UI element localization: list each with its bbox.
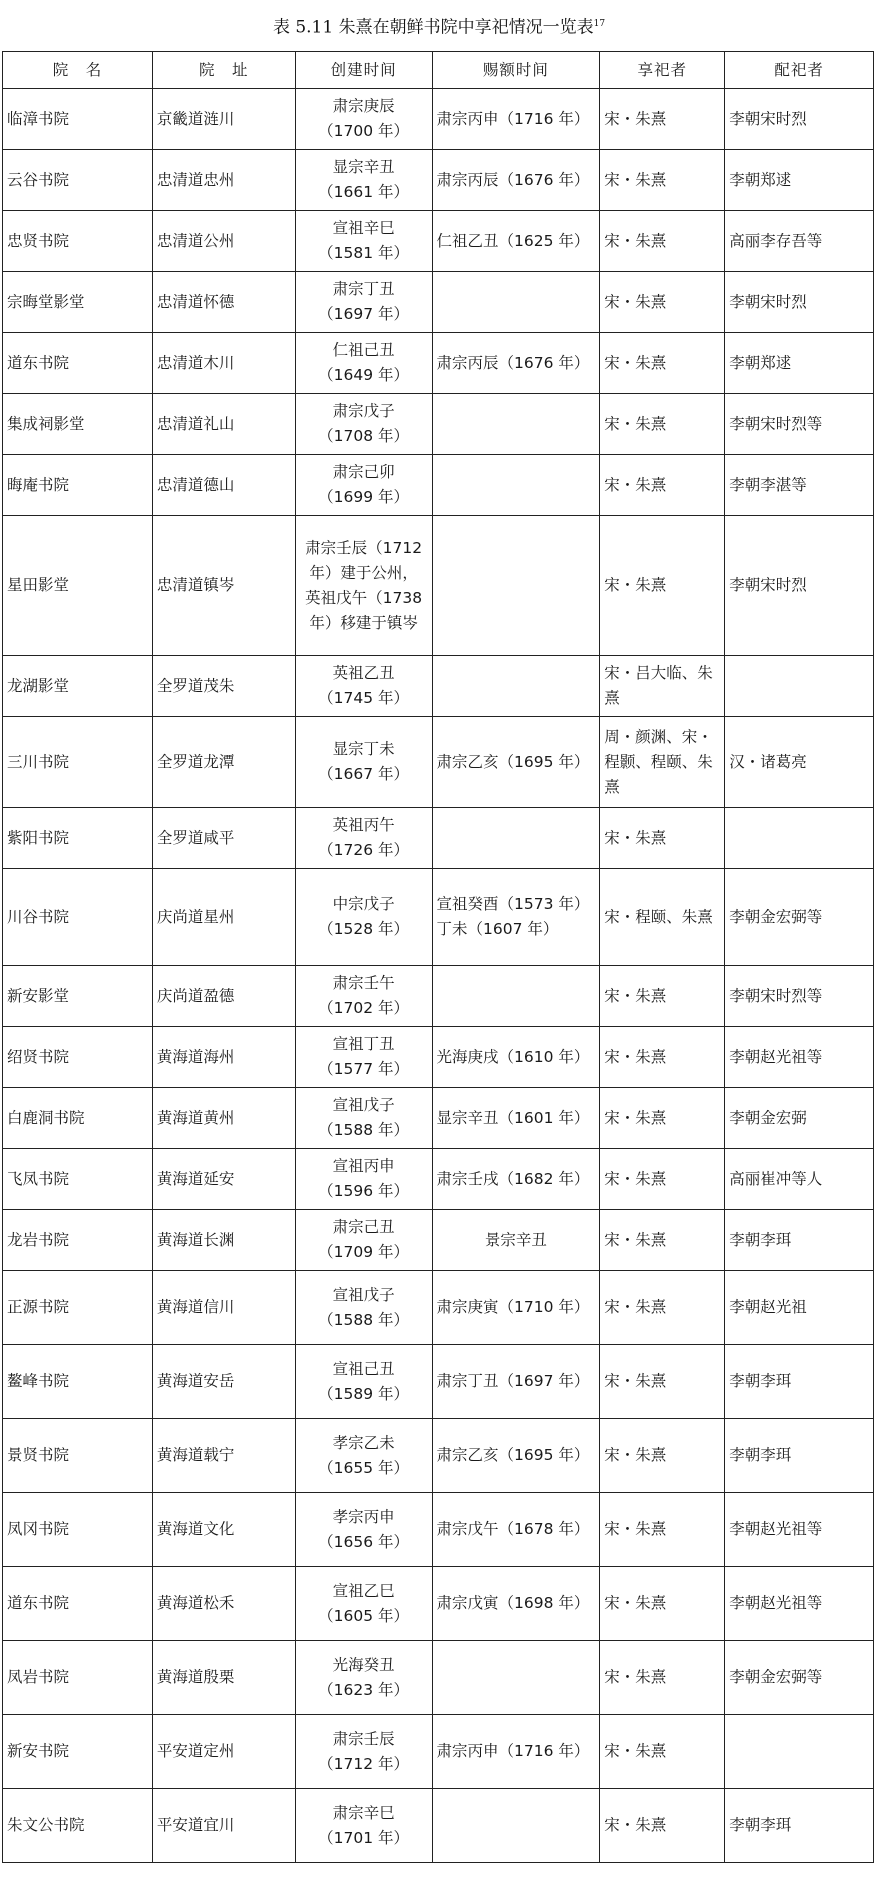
founded-line: （1661 年） [318,183,410,201]
co-enshrined-cell: 李朝赵光祖等 [725,1027,874,1088]
founded-cell [295,966,432,1027]
founded-line: （1697 年） [318,305,410,323]
academy-site-cell: 黄海道长渊 [152,1210,295,1271]
academy-site-cell: 黄海道信川 [152,1271,295,1345]
founded-line: （1605 年） [318,1606,410,1625]
academy-name-cell: 景贤书院 [3,1419,153,1493]
co-enshrined-cell: 李朝赵光祖 [725,1271,874,1345]
academy-site-cell: 忠清道德山 [152,455,295,516]
table-row [3,1641,874,1715]
enshrined-cell: 宋・朱熹 [600,1493,725,1567]
table-row [3,966,874,1027]
founded-line: （1700 年） [318,122,410,140]
founded-line: （1577 年） [318,1060,410,1078]
table-caption [0,12,878,40]
founded-cell [295,1493,432,1567]
enshrined-cell: 宋・朱熹 [600,1210,725,1271]
academy-name-cell: 凤岩书院 [3,1641,153,1715]
academy-name-cell: 道东书院 [3,333,153,394]
founded-cell [295,1088,432,1149]
co-enshrined-cell: 李朝李珥 [725,1419,874,1493]
granted-cell: 肃宗壬戌（1682 年） [432,1149,600,1210]
founded-cell [295,333,432,394]
granted-cell [432,394,600,455]
granted-cell [432,966,600,1027]
founded-cell [295,1149,432,1210]
co-enshrined-cell: 李朝赵光祖等 [725,1567,874,1641]
founded-cell [295,150,432,211]
granted-cell: 光海庚戌（1610 年） [432,1027,600,1088]
enshrined-cell: 宋・朱熹 [600,455,725,516]
academy-site-cell: 黄海道松禾 [152,1567,295,1641]
founded-cell [295,656,432,717]
co-enshrined-cell: 高丽李存吾等 [725,211,874,272]
granted-cell: 肃宗丙辰（1676 年） [432,150,600,211]
founded-line: 宣祖戊子 [332,1096,395,1114]
founded-line: （1701 年） [318,1828,410,1847]
academy-site-cell: 忠清道镇岑 [152,516,295,656]
enshrined-cell: 宋・朱熹 [600,333,725,394]
co-enshrined-cell: 李朝宋时烈 [725,272,874,333]
table-row [3,717,874,808]
enshrined-cell: 宋・朱熹 [600,211,725,272]
founded-line: 肃宗壬午 [332,974,395,992]
granted-cell: 肃宗丁丑（1697 年） [432,1345,600,1419]
table-row [3,1345,874,1419]
founded-cell [295,808,432,869]
enshrined-cell: 宋・朱熹 [600,808,725,869]
academy-name-cell: 鳌峰书院 [3,1345,153,1419]
founded-line: 显宗丁未 [332,740,395,758]
enshrined-cell: 宋・朱熹 [600,1789,725,1863]
founded-line: （1726 年） [318,841,410,859]
founded-line: 年）建于公州， [309,563,418,582]
founded-line: （1702 年） [318,999,410,1017]
academy-site-cell: 全罗道龙潭 [152,717,295,808]
enshrined-cell: 宋・朱熹 [600,1567,725,1641]
founded-line: 中宗戊子 [332,895,395,913]
table-row [3,1210,874,1271]
co-enshrined-cell: 李朝宋时烈 [725,89,874,150]
founded-line: （1655 年） [318,1458,410,1477]
founded-line: 英祖丙午 [332,816,395,834]
academy-site-cell: 庆尚道盈德 [152,966,295,1027]
founded-line: 宣祖己丑 [332,1359,395,1378]
academy-site-cell: 黄海道延安 [152,1149,295,1210]
founded-line: （1745 年） [318,689,410,707]
co-enshrined-cell: 李朝李珥 [725,1345,874,1419]
founded-cell [295,1567,432,1641]
academy-name-cell: 绍贤书院 [3,1027,153,1088]
granted-cell [432,1641,600,1715]
table-row [3,150,874,211]
founded-line: 年）移建于镇岑 [309,613,418,632]
co-enshrined-cell: 李朝郑逑 [725,150,874,211]
academy-site-cell: 全罗道咸平 [152,808,295,869]
co-enshrined-cell: 李朝宋时烈等 [725,966,874,1027]
founded-line: 宣祖戊子 [332,1285,395,1304]
founded-line: 肃宗庚辰 [332,97,395,115]
header-enshrined: 享祀者 [600,52,725,89]
header-site: 院 址 [152,52,295,89]
academy-name-cell: 紫阳书院 [3,808,153,869]
founded-line: （1596 年） [318,1182,410,1200]
granted-cell: 显宗辛丑（1601 年） [432,1088,600,1149]
academy-site-cell: 忠清道忠州 [152,150,295,211]
academy-name-cell: 三川书院 [3,717,153,808]
academy-name-cell: 飞凤书院 [3,1149,153,1210]
academy-site-cell: 黄海道海州 [152,1027,295,1088]
table-row [3,1088,874,1149]
academy-name-cell: 道东书院 [3,1567,153,1641]
table-row [3,272,874,333]
granted-cell: 肃宗丙辰（1676 年） [432,333,600,394]
founded-line: （1588 年） [318,1310,410,1329]
founded-cell [295,516,432,656]
academy-site-cell: 黄海道殷栗 [152,1641,295,1715]
table-row [3,869,874,966]
co-enshrined-cell: 李朝金宏弼 [725,1088,874,1149]
founded-line: 宣祖乙巳 [332,1581,395,1600]
academy-name-cell: 集成祠影堂 [3,394,153,455]
table-row [3,1271,874,1345]
founded-line: （1589 年） [318,1384,410,1403]
academy-table [2,51,874,1863]
enshrined-cell: 宋・朱熹 [600,1345,725,1419]
enshrined-cell: 宋・朱熹 [600,1641,725,1715]
enshrined-cell: 宋・朱熹 [600,394,725,455]
founded-line: （1712 年） [318,1754,410,1773]
granted-cell: 肃宗丙申（1716 年） [432,89,600,150]
enshrined-cell: 宋・朱熹 [600,1715,725,1789]
founded-cell [295,89,432,150]
co-enshrined-cell: 李朝金宏弼等 [725,869,874,966]
enshrined-cell: 宋・朱熹 [600,89,725,150]
founded-cell [295,1715,432,1789]
co-enshrined-cell: 高丽崔冲等人 [725,1149,874,1210]
academy-site-cell: 忠清道礼山 [152,394,295,455]
header-co-enshrined: 配祀者 [725,52,874,89]
table-row [3,808,874,869]
academy-name-cell: 晦庵书院 [3,455,153,516]
academy-site-cell: 平安道宜川 [152,1789,295,1863]
header-granted: 赐额时间 [432,52,600,89]
founded-line: 光海癸丑 [332,1655,395,1674]
table-row [3,656,874,717]
enshrined-cell: 宋・朱熹 [600,1027,725,1088]
table-row [3,455,874,516]
founded-line: （1656 年） [318,1532,410,1551]
enshrined-cell: 宋・吕大临、朱熹 [600,656,725,717]
table-row [3,333,874,394]
enshrined-cell: 宋・朱熹 [600,1149,725,1210]
granted-cell: 肃宗乙亥（1695 年） [432,717,600,808]
header-row [3,52,874,89]
founded-cell [295,1419,432,1493]
academy-site-cell: 忠清道公州 [152,211,295,272]
table-row [3,1419,874,1493]
founded-cell [295,455,432,516]
table-row [3,516,874,656]
enshrined-cell: 宋・朱熹 [600,1271,725,1345]
table-row [3,1149,874,1210]
academy-site-cell: 黄海道黄州 [152,1088,295,1149]
academy-name-cell: 凤冈书院 [3,1493,153,1567]
granted-cell: 肃宗乙亥（1695 年） [432,1419,600,1493]
table-row [3,394,874,455]
academy-name-cell: 宗晦堂影堂 [3,272,153,333]
founded-line: 肃宗戊子 [332,402,395,420]
granted-cell: 肃宗丙申（1716 年） [432,1715,600,1789]
academy-name-cell: 新安书院 [3,1715,153,1789]
enshrined-cell: 宋・朱熹 [600,272,725,333]
table-row [3,1027,874,1088]
founded-line: （1699 年） [318,488,410,506]
academy-site-cell: 忠清道木川 [152,333,295,394]
academy-site-cell: 黄海道载宁 [152,1419,295,1493]
founded-line: 显宗辛丑 [332,158,395,176]
academy-name-cell: 龙湖影堂 [3,656,153,717]
founded-cell [295,1210,432,1271]
granted-cell: 肃宗戊寅（1698 年） [432,1567,600,1641]
academy-site-cell: 庆尚道星州 [152,869,295,966]
founded-cell [295,1789,432,1863]
founded-line: （1667 年） [318,765,410,783]
founded-line: 仁祖己丑 [332,341,395,359]
table-row [3,89,874,150]
founded-cell [295,211,432,272]
founded-line: （1708 年） [318,427,410,445]
header-founded: 创建时间 [295,52,432,89]
granted-cell [432,1789,600,1863]
founded-line: 肃宗丁丑 [332,280,395,298]
co-enshrined-cell: 李朝赵光祖等 [725,1493,874,1567]
founded-line: （1623 年） [318,1680,410,1699]
academy-name-cell: 新安影堂 [3,966,153,1027]
table-body [3,89,874,1863]
co-enshrined-cell: 李朝宋时烈 [725,516,874,656]
founded-line: 肃宗壬辰（1712 [305,538,423,557]
granted-cell: 景宗辛丑 [432,1210,600,1271]
founded-line: （1649 年） [318,366,410,384]
founded-line: 肃宗己丑 [332,1218,395,1236]
granted-cell [432,516,600,656]
table-row [3,211,874,272]
co-enshrined-cell: 李朝金宏弼等 [725,1641,874,1715]
co-enshrined-cell: 汉・诸葛亮 [725,717,874,808]
co-enshrined-cell: 李朝李珥 [725,1789,874,1863]
founded-cell [295,869,432,966]
caption-text: 表 5.11 朱熹在朝鲜书院中享祀情况一览表 [272,17,594,38]
co-enshrined-cell [725,1715,874,1789]
co-enshrined-cell [725,808,874,869]
granted-cell: 仁祖乙丑（1625 年） [432,211,600,272]
founded-line: （1528 年） [318,920,410,938]
founded-cell [295,1641,432,1715]
enshrined-cell: 周・颜渊、宋・程颢、程颐、朱熹 [600,717,725,808]
founded-cell [295,1027,432,1088]
header-name: 院 名 [3,52,153,89]
granted-cell: 肃宗庚寅（1710 年） [432,1271,600,1345]
enshrined-cell: 宋・朱熹 [600,1419,725,1493]
academy-name-cell: 星田影堂 [3,516,153,656]
granted-cell: 宣祖癸酉（1573 年）丁未（1607 年） [432,869,600,966]
enshrined-cell: 宋・朱熹 [600,1088,725,1149]
academy-name-cell: 龙岩书院 [3,1210,153,1271]
granted-cell [432,808,600,869]
granted-cell: 肃宗戊午（1678 年） [432,1493,600,1567]
table-row [3,1715,874,1789]
table-row [3,1789,874,1863]
academy-name-cell: 云谷书院 [3,150,153,211]
founded-line: 宣祖丁丑 [332,1035,395,1053]
founded-line: 宣祖辛巳 [332,219,395,237]
founded-line: 孝宗丙申 [332,1507,395,1526]
academy-name-cell: 临漳书院 [3,89,153,150]
co-enshrined-cell: 李朝宋时烈等 [725,394,874,455]
founded-line: （1581 年） [318,244,410,262]
granted-cell [432,656,600,717]
academy-name-cell: 朱文公书院 [3,1789,153,1863]
academy-name-cell: 川谷书院 [3,869,153,966]
granted-cell [432,455,600,516]
academy-name-cell: 正源书院 [3,1271,153,1345]
table-row [3,1493,874,1567]
academy-name-cell: 白鹿洞书院 [3,1088,153,1149]
enshrined-cell: 宋・朱熹 [600,516,725,656]
founded-line: （1588 年） [318,1121,410,1139]
founded-cell [295,1345,432,1419]
founded-line: 英祖乙丑 [332,664,395,682]
co-enshrined-cell: 李朝郑逑 [725,333,874,394]
academy-site-cell: 京畿道涟川 [152,89,295,150]
enshrined-cell: 宋・朱熹 [600,966,725,1027]
founded-line: 孝宗乙未 [332,1433,395,1452]
founded-line: 宣祖丙申 [332,1157,395,1175]
founded-line: 肃宗己卯 [332,463,395,481]
granted-cell [432,272,600,333]
academy-site-cell: 黄海道文化 [152,1493,295,1567]
founded-cell [295,394,432,455]
founded-cell [295,272,432,333]
table-row [3,1567,874,1641]
founded-line: 肃宗辛巳 [332,1803,395,1822]
footnote-marker: 17 [593,19,606,29]
co-enshrined-cell: 李朝李湛等 [725,455,874,516]
founded-line: 肃宗壬辰 [332,1729,395,1748]
co-enshrined-cell [725,656,874,717]
academy-site-cell: 全罗道茂朱 [152,656,295,717]
academy-site-cell: 黄海道安岳 [152,1345,295,1419]
enshrined-cell: 宋・朱熹 [600,150,725,211]
academy-site-cell: 平安道定州 [152,1715,295,1789]
founded-cell [295,1271,432,1345]
academy-site-cell: 忠清道怀德 [152,272,295,333]
founded-line: 英祖戊午（1738 [305,588,423,607]
enshrined-cell: 宋・程颐、朱熹 [600,869,725,966]
founded-cell [295,717,432,808]
founded-line: （1709 年） [318,1243,410,1261]
co-enshrined-cell: 李朝李珥 [725,1210,874,1271]
academy-name-cell: 忠贤书院 [3,211,153,272]
